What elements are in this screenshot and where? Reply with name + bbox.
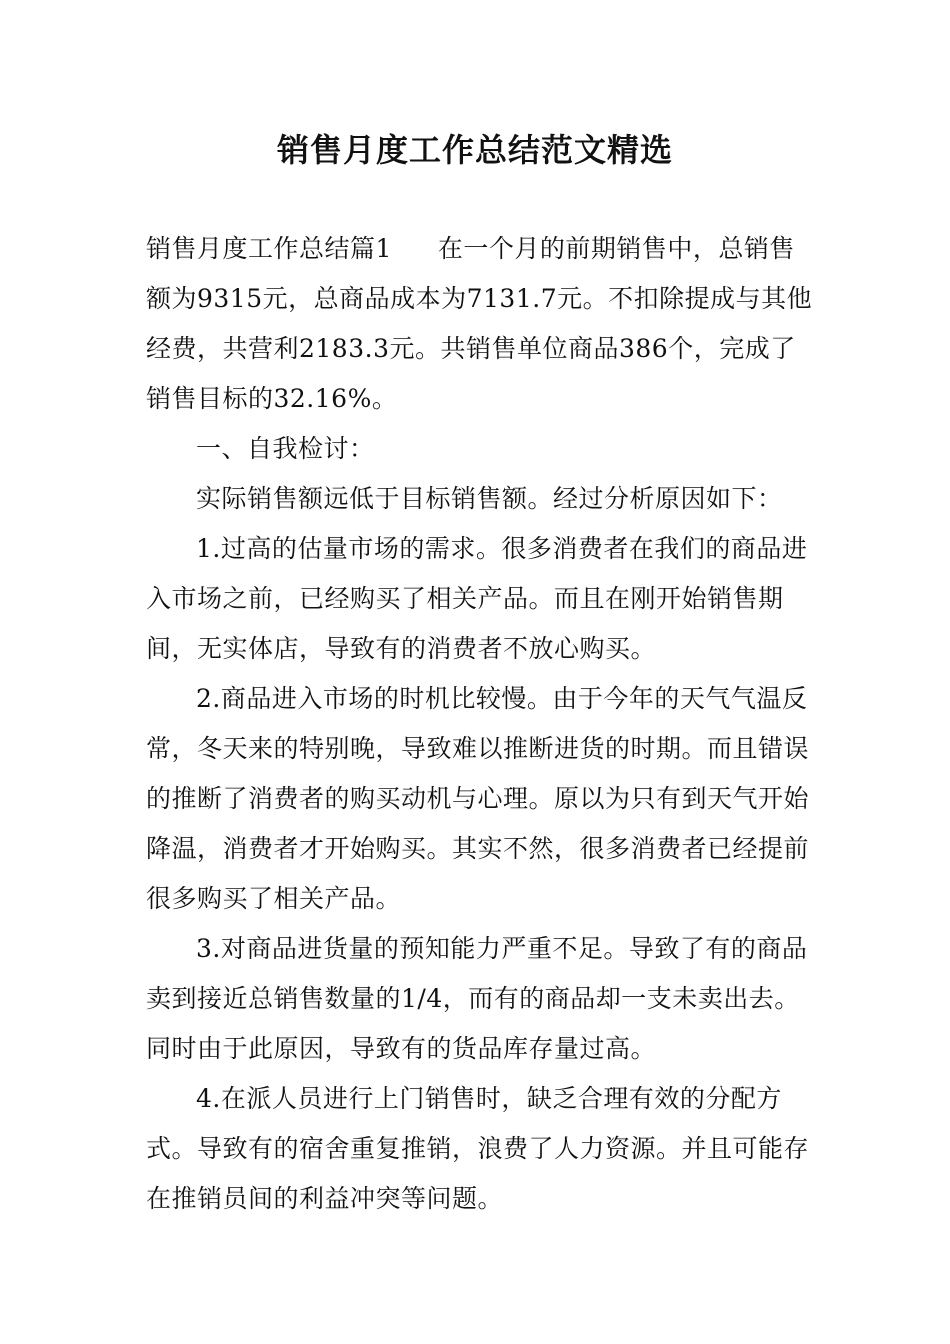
- paragraph-analysis-intro: 实际销售额远低于目标销售额。经过分析原因如下：: [196, 484, 783, 513]
- intro-paragraph: [146, 224, 816, 424]
- document-body: [146, 224, 816, 1224]
- document-title: 销售月度工作总结范文精选: [276, 131, 673, 169]
- paragraph-reason-2: 2.商品进入市场的时机比较慢。由于今年的天气气温反常，冬天来的特别晚，导致难以推断进货的时期。而且错误的推断了消费者的购买动机与心理。原以为只有到天气开始降温，消费者才开始购买。其实不然，很多消费者已经提前很多购买了相关产品。: [146, 684, 810, 913]
- paragraph-reason-4: 4.在派人员进行上门销售时，缺乏合理有效的分配方式。导致有的宿舍重复推销，浪费了人力资源。并且可能存在推销员间的利益冲突等问题。: [146, 1084, 810, 1213]
- paragraph-reason-3: 3.对商品进货量的预知能力严重不足。导致了有的商品卖到接近总销售数量的1/4，而有的商品却一支未卖出去。同时由于此原因，导致有的货品库存量过高。: [146, 934, 808, 1063]
- intro-text: 在一个月的前期销售中，总销售额为9315元，总商品成本为7131.7元。不扣除提成与其他经费，共营利2183.3元。共销售单位商品386个，完成了销售目标的32.16%。: [146, 234, 813, 413]
- section-heading: 一、自我检讨：: [196, 434, 375, 463]
- paragraph-reason-1: 1.过高的估量市场的需求。很多消费者在我们的商品进入市场之前，已经购买了相关产品。而且在刚开始销售期间，无实体店，导致有的消费者不放心购买。: [146, 534, 808, 663]
- intro-label: 销售月度工作总结篇1: [146, 234, 392, 263]
